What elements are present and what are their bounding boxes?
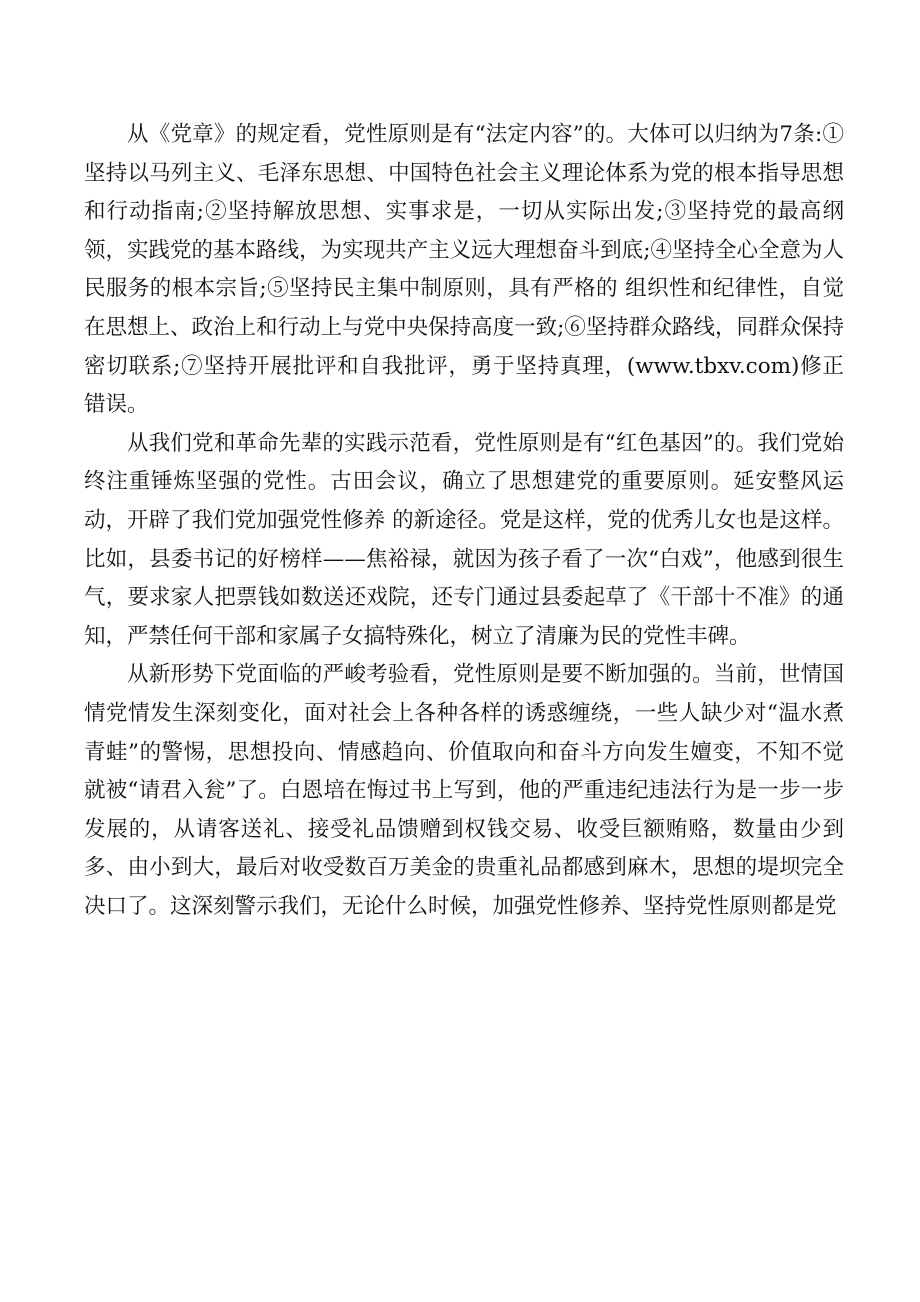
paragraph-legal-content: 从《党章》的规定看，党性原则是有“法定内容”的。大体可以归纳为7条:①坚持以马列主义、毛泽东思想、中国特色社会主义理论体系为党的根本指导思想和行动指南;②坚持解放思想、实事求是，一切从实际出发;③坚持党的最高纲领，实践党的基本路线，为实现共产主义远大理想奋斗到底;④坚持全心全意为人民服务的根本宗旨;⑤坚持民主集中制原则，具有严格的 组织性和纪律性，自觉在思想上、政治上和行动上与党中央保持高度一致;⑥坚持群众路线，同群众保持密切联系;⑦坚持开展批评和自我批评，勇于坚持真理，(www.tbxv.com)修正错误。	[84, 122, 844, 418]
paragraph-new-situation: 从新形势下党面临的严峻考验看，党性原则是要不断加强的。当前，世情国情党情发生深刻变化，面对社会上各种各样的诱惑缠绕，一些人缺少对“温水煮青蛙”的警惕，思想投向、情感趋向、价值取向和奋斗方向发生嬗变，不知不觉就被“请君入瓮”了。白恩培在悔过书上写到，他的严重违纪违法行为是一步一步发展的，从请客送礼、接受礼品馈赠到权钱交易、收受巨额贿赂，数量由少到多、由小到大，最后对收受数百万美金的贵重礼品都感到麻木，思想的堤坝完全决口了。这深刻警示我们，无论什么时候，加强党性修养、坚持党性原则都是党	[84, 662, 844, 919]
document-body	[84, 116, 844, 926]
paragraph-red-gene: 从我们党和革命先辈的实践示范看，党性原则是有“红色基因”的。我们党始终注重锤炼坚强的党性。古田会议，确立了思想建党的重要原则。延安整风运动，开辟了我们党加强党性修养 的新途径。党是这样，党的优秀儿女也是这样。比如，县委书记的好榜样——焦裕禄，就因为孩子看了一次“白戏”，他感到很生气，要求家人把票钱如数送还戏院，还专门通过县委起草了《干部十不准》的通知，严禁任何干部和家属子女搞特殊化，树立了清廉为民的党性丰碑。	[84, 430, 844, 649]
